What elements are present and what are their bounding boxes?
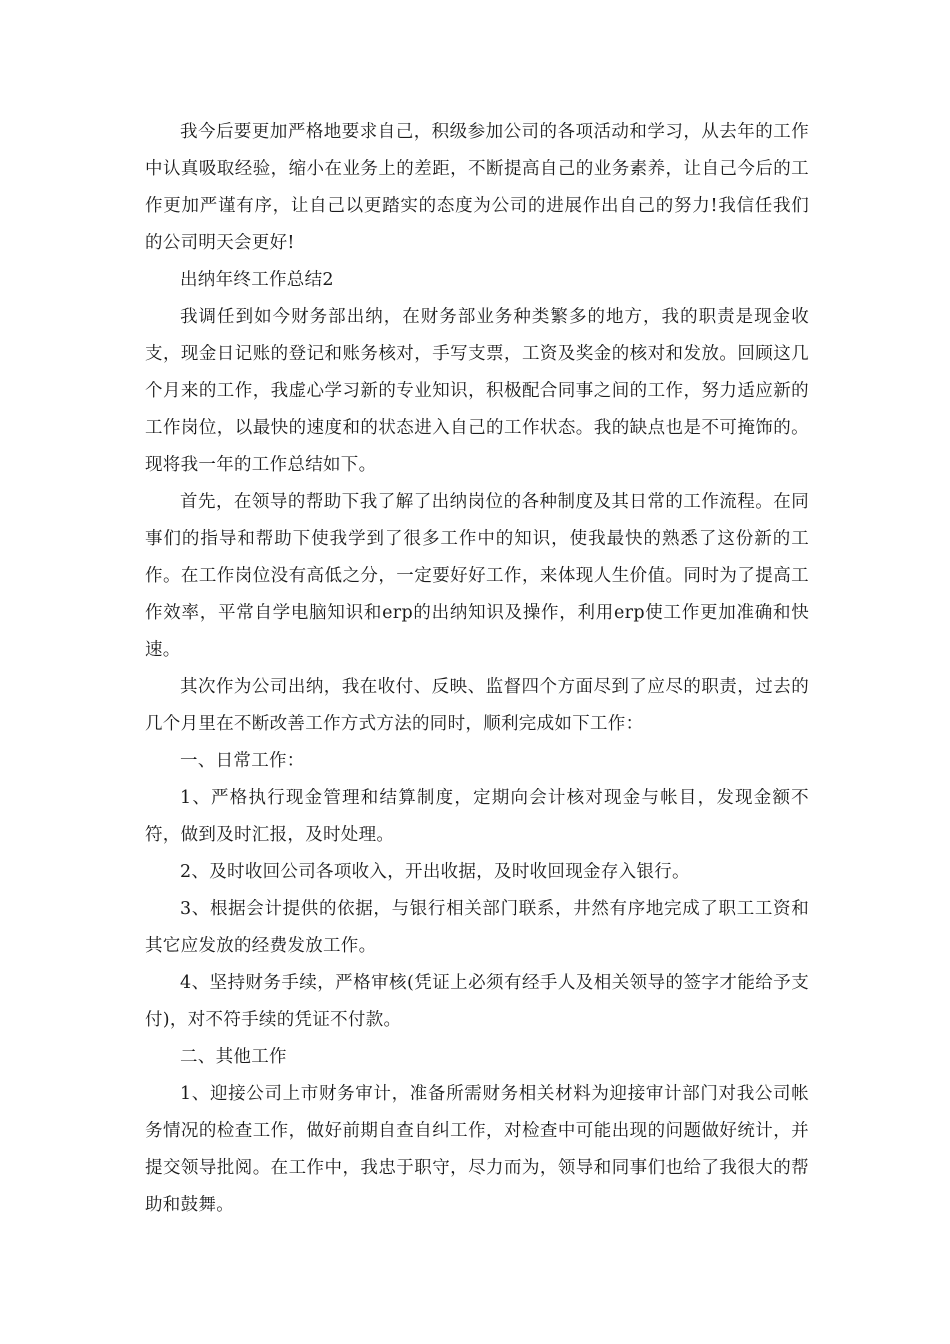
subheading-daily-work: 一、日常工作： — [180, 751, 305, 771]
paragraph-closing-remarks: 我今后要更加严格地要求自己，积级参加公司的各项活动和学习，从去年的工作中认真吸取经验，缩小在业务上的差距，不断提高自己的业务素养，让自己今后的工作更加严谨有序，让自己以更踏实的态度为公司的进展作出自己的努力!我信任我们的公司明天会更好! — [145, 122, 809, 253]
section-heading-summary-2: 出纳年终工作总结2 — [180, 270, 334, 290]
list-item-daily-3: 3、根据会计提供的依据，与银行相关部门联系，井然有序地完成了职工工资和其它应发放的经费发放工作。 — [145, 899, 809, 956]
paragraph-first-point: 首先，在领导的帮助下我了解了出纳岗位的各种制度及其日常的工作流程。在同事们的指导和帮助下使我学到了很多工作中的知识，使我最快的熟悉了这份新的工作。在工作岗位没有高低之分，一定要好好工作，来体现人生价值。同时为了提高工作效率，平常自学电脑知识和erp的出纳知识及操作，利用erp使工作更加准确和快速。 — [145, 492, 809, 660]
list-item-other-1: 1、迎接公司上市财务审计，准备所需财务相关材料为迎接审计部门对我公司帐务情况的检查工作，做好前期自查自纠工作，对检查中可能出现的问题做好统计，并提交领导批阅。在工作中，我忠于职守，尽力而为，领导和同事们也给了我很大的帮助和鼓舞。 — [145, 1084, 809, 1215]
document-page — [145, 114, 809, 1224]
list-item-daily-1: 1、严格执行现金管理和结算制度，定期向会计核对现金与帐目，发现金额不符，做到及时汇报，及时处理。 — [145, 788, 809, 845]
list-item-daily-2: 2、及时收回公司各项收入，开出收据，及时收回现金存入银行。 — [180, 862, 690, 882]
list-item-daily-4: 4、坚持财务手续，严格审核(凭证上必须有经手人及相关领导的签字才能给予支付)，对不符手续的凭证不付款。 — [145, 973, 809, 1030]
subheading-other-work: 二、其他工作 — [180, 1047, 287, 1067]
paragraph-job-intro: 我调任到如今财务部出纳，在财务部业务种类繁多的地方，我的职责是现金收支，现金日记账的登记和账务核对，手写支票，工资及奖金的核对和发放。回顾这几个月来的工作，我虚心学习新的专业知识，积极配合同事之间的工作，努力适应新的工作岗位，以最快的速度和的状态进入自己的工作状态。我的缺点也是不可掩饰的。现将我一年的工作总结如下。 — [145, 307, 809, 475]
paragraph-second-point: 其次作为公司出纳，我在收付、反映、监督四个方面尽到了应尽的职责，过去的几个月里在不断改善工作方式方法的同时，顺利完成如下工作： — [145, 677, 809, 734]
